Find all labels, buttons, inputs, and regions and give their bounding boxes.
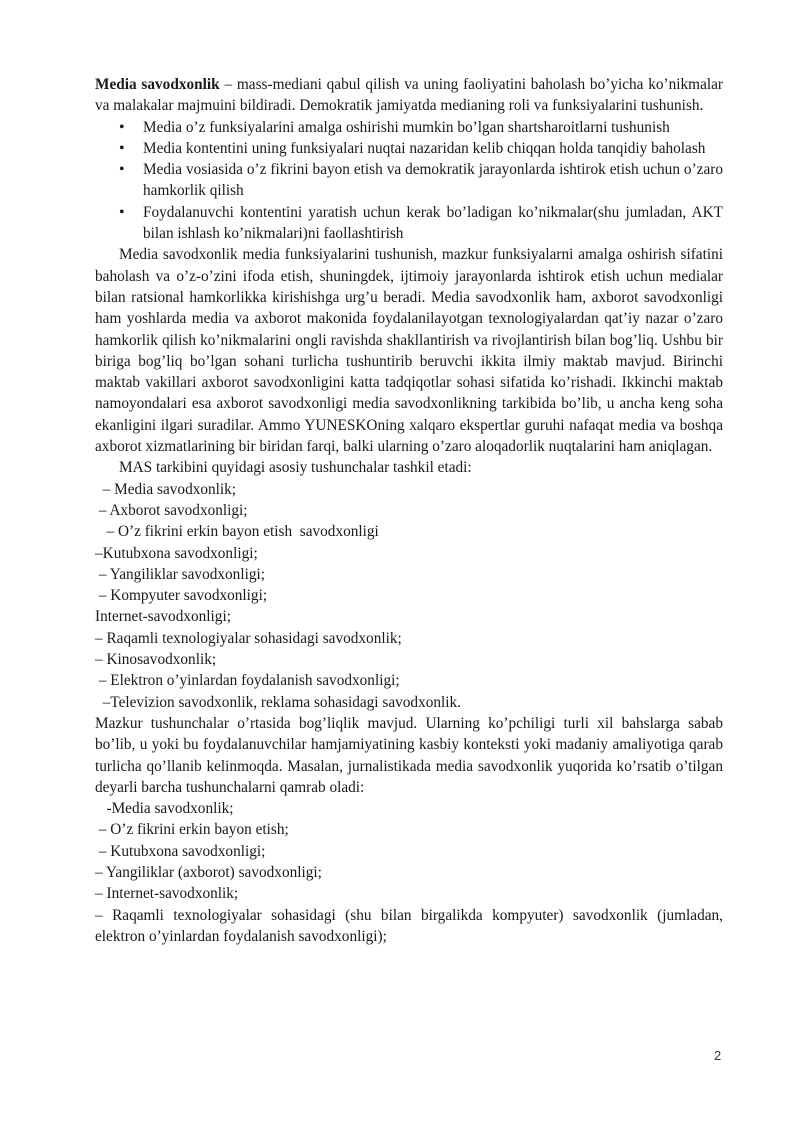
list-item: -Media savodxonlik;: [95, 800, 234, 818]
list-item: – Kutubxona savodxonligi;: [95, 842, 266, 860]
mas-intro-line: MAS tarkibini quyidagi asosiy tushunchalar tashkil etadi:: [119, 459, 472, 477]
journalism-list: [95, 798, 723, 904]
body-paragraph-1: Media savodxonlik media funksiyalarini tushunish, mazkur funksiyalarni amalga oshirish sifatini baholash va o’z-o’zini ifoda etish, shuningdek, ijtimoiy jarayonlarda ishtirok etish uchun medialar bilan ratsional hamkorlikka kirishishga urg’u beradi. Media savodxonlik ham, axborot savodxonligi ham yoshlarda media va axborot makonida foydalanilayotgan texnologiyalardan qat’iy nazar o’zaro hamkorlik qilish ko’nikmalarini ongli ravishda shakllantirish va rivojlantirish bilan bog’liq. Ushbu bir biriga bog’liq bo’lgan sohani turlicha tushuntirib beruvchi ikkita ilmiy maktab mavjud. Birinchi maktab vakillari axborot savodxonligini katta tadqiqotlar sohasi sifatida ko’rishadi. Ikkinchi maktab namoyondalari esa axborot savodxonligi media savodxonlikning tarkibida bo’lib, u ancha keng soha ekanligini ilgari suradilar. Ammo YUNESKOning xalqaro ekspertlar guruhi nafaqat media va boshqa axborot xizmatlarining bir biridan farqi, balki ularning o’zaro aloqadorlik nuqtalarini ham aniqlagan.: [95, 246, 723, 456]
term-heading: Media savodxonlik: [95, 76, 220, 93]
term-definition: – mass-mediani qabul qilish va uning faoliyatini baholash bo’yicha ko’nikmalar va malakalar majmuini bildiradi. Demokratik jamiyatda medianing roli va funksiyalarini tushunish.: [95, 76, 723, 115]
list-item: Internet-savodxonligi;: [95, 608, 231, 626]
bullet-item: • Media vosiasida o’z fikrini bayon etish va demokratik jarayonlarda ishtirok etish uchun o’zaro hamkorlik qilish: [143, 159, 723, 202]
final-list-item: – Raqamli texnologiyalar sohasidagi (shu bilan birgalikda kompyuter) savodxonlik (jumladan, elektron o’yinlardan foydalanish savodxonligi);: [95, 906, 723, 945]
list-item: – Kinosavodxonlik;: [95, 651, 217, 669]
list-item: –Kutubxona savodxonligi;: [95, 544, 258, 562]
list-item: – Elektron o’yinlardan foydalanish savodxonligi;: [95, 672, 400, 690]
list-item: – Yangiliklar savodxonligi;: [95, 565, 265, 583]
bullet-list: [95, 117, 723, 245]
body-paragraph-2: Mazkur tushunchalar o’rtasida bog’liqlik mavjud. Ularning ko’pchiligi turli xil bahslarga sabab bo’lib, u yoki bu foydalanuvchilar hamjamiyatining kasbiy konteksti yoki madaniy amaliyotiga qarab turlicha qo’llanib kelinmoqda. Masalan, jurnalistikada media savodxonlik yuqorida ko’rsatib o’tilgan deyarli barcha tushunchalarni qamrab oladi:: [95, 714, 723, 796]
bullet-item: • Media kontentini uning funksiyalari nuqtai nazaridan kelib chiqqan holda tanqidiy baholash: [143, 138, 723, 159]
page-number: 2: [714, 1048, 722, 1063]
list-item: – Kompyuter savodxonligi;: [95, 587, 268, 605]
mas-concept-list: [95, 479, 723, 713]
intro-paragraph: [95, 74, 723, 117]
list-item: –Televizion savodxonlik, reklama sohasidagi savodxonlik.: [95, 693, 461, 711]
bullet-item: • Foydalanuvchi kontentini yaratish uchun kerak bo’ladigan ko’nikmalar(shu jumladan, AKT bilan ishlash ko’nikmalari)ni faollashtirish: [143, 202, 723, 245]
list-item: – Media savodxonlik;: [95, 480, 237, 498]
list-item: – O’z fikrini erkin bayon etish;: [95, 821, 289, 839]
list-item: – Internet-savodxonlik;: [95, 885, 239, 903]
list-item: – Axborot savodxonligi;: [95, 501, 248, 519]
bullet-item: • Media o’z funksiyalarini amalga oshirishi mumkin bo’lgan shartsharoitlarni tushunish: [143, 117, 723, 138]
document-page: [95, 74, 723, 947]
list-item: – Yangiliklar (axborot) savodxonligi;: [95, 863, 322, 881]
list-item: – Raqamli texnologiyalar sohasidagi savodxonlik;: [95, 629, 402, 647]
list-item: – O’z fikrini erkin bayon etish savodxonligi: [95, 523, 379, 541]
